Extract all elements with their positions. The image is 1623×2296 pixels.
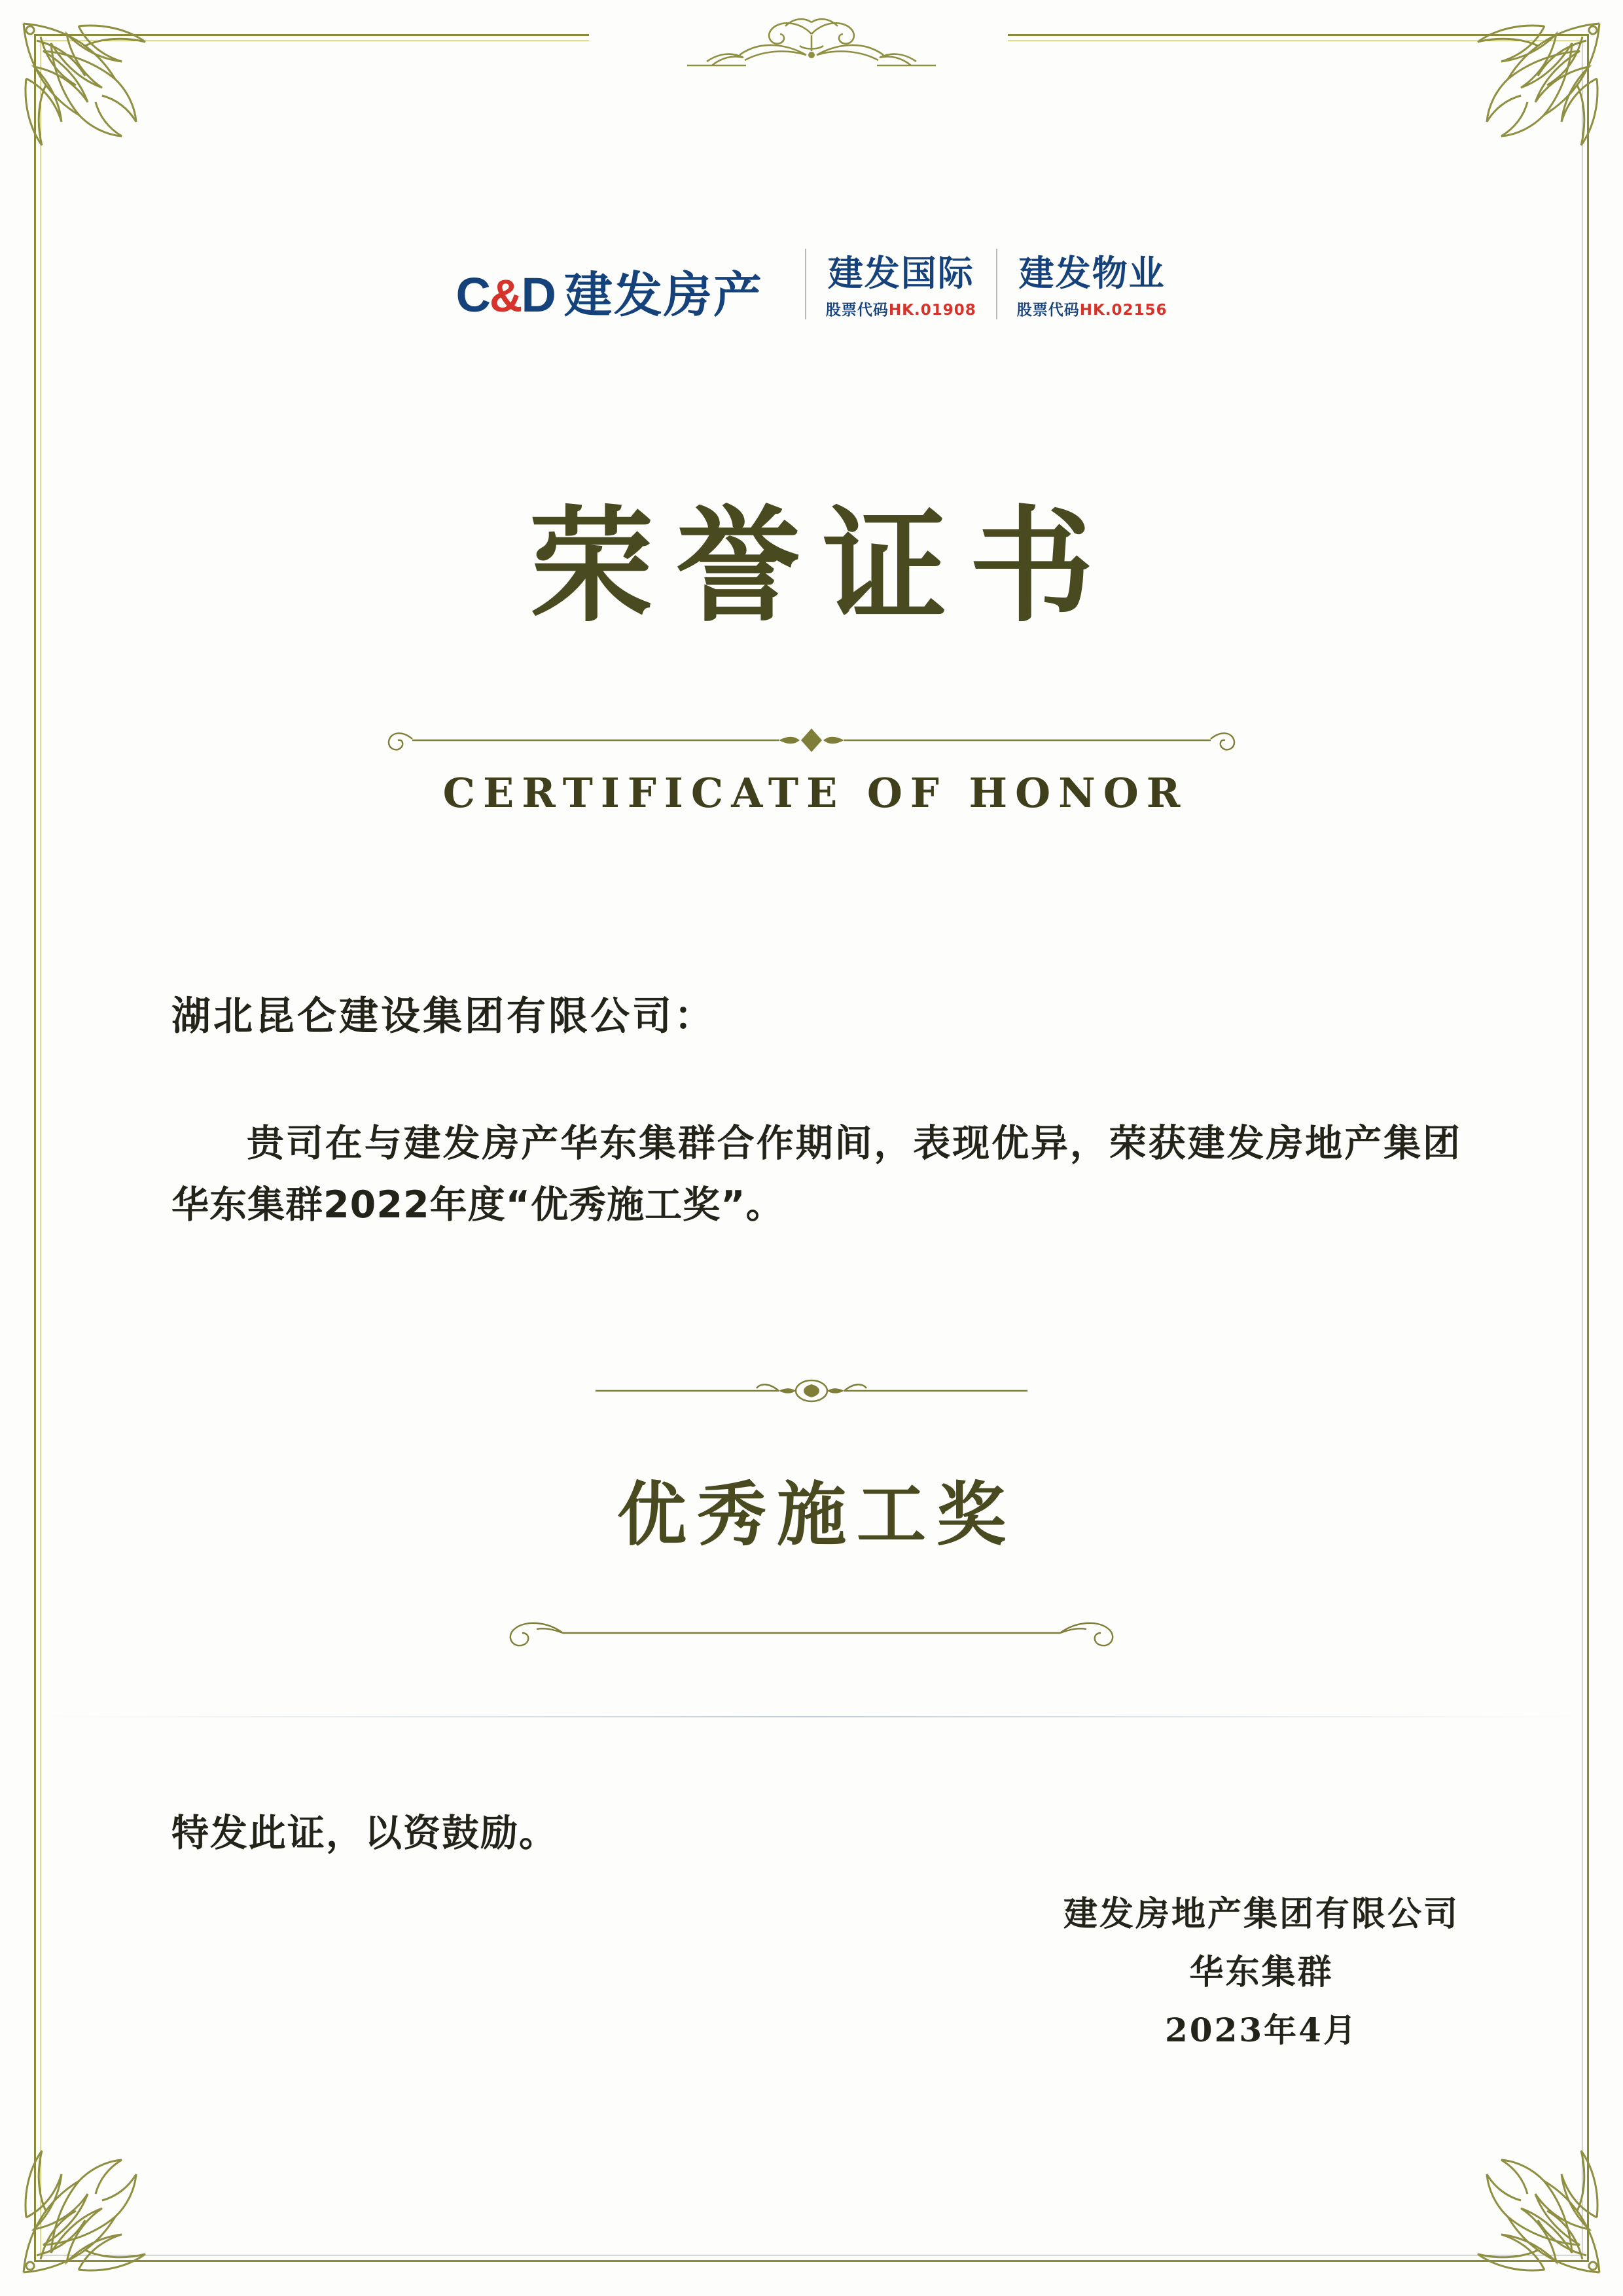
unit-stock-code (826, 298, 976, 319)
logo-unit-jianfa-international (826, 254, 976, 319)
corner-ornament-icon (1410, 2083, 1606, 2279)
page-title: 荣誉证书 (529, 493, 1116, 639)
issue-date: 2023年4月 (1165, 2010, 1358, 2049)
cd-logo (455, 267, 785, 323)
cd-mark-c: C (455, 268, 490, 322)
recipient-salutation: 湖北昆仑建设集团有限公司： (171, 994, 716, 1039)
citation-paragraph: 贵司在与建发房产华东集群合作期间，表现优异，荣获建发房地产集团华东集群2022年度“优秀施工奖”。 (171, 1122, 1461, 1227)
brand-logo-row (0, 249, 1623, 323)
cd-monogram-icon (455, 268, 555, 322)
award-divider-top-ornament-icon (582, 1371, 1041, 1410)
unit-name: 建发物业 (1018, 252, 1166, 294)
unit-stock-code (1017, 298, 1168, 319)
unit-name: 建发国际 (827, 252, 974, 294)
top-flourish-ornament-icon (628, 14, 995, 86)
logo-unit-jianfa-property (1017, 254, 1168, 319)
corner-ornament-icon (17, 17, 213, 213)
page-subtitle: CERTIFICATE OF HONOR (442, 769, 1188, 817)
award-divider-bottom-ornament-icon (484, 1607, 1139, 1653)
logo-divider (805, 249, 806, 319)
title-divider-ornament-icon (373, 717, 1250, 762)
scan-seam (43, 1716, 1580, 1717)
stock-code-value: HK.01908 (888, 302, 976, 319)
cd-mark-amp: & (489, 270, 522, 321)
cd-mark-d: D (521, 268, 555, 322)
issuer-name: 建发房地产集团有限公司 (1063, 1894, 1459, 1934)
cd-company-name: 建发房产 (563, 267, 763, 323)
corner-ornament-icon (1410, 17, 1606, 213)
logo-divider (996, 249, 997, 319)
issuer-division: 华东集群 (1189, 1952, 1334, 1993)
closing-statement: 特发此证，以资鼓励。 (171, 1812, 558, 1855)
issuer-signature-block (1063, 1885, 1459, 2058)
stock-code-value: HK.02156 (1079, 302, 1168, 319)
corner-ornament-icon (17, 2083, 213, 2279)
stock-code-label: 股票代码 (1016, 302, 1080, 319)
award-title: 优秀施工奖 (617, 1473, 1016, 1555)
stock-code-label: 股票代码 (825, 302, 889, 319)
